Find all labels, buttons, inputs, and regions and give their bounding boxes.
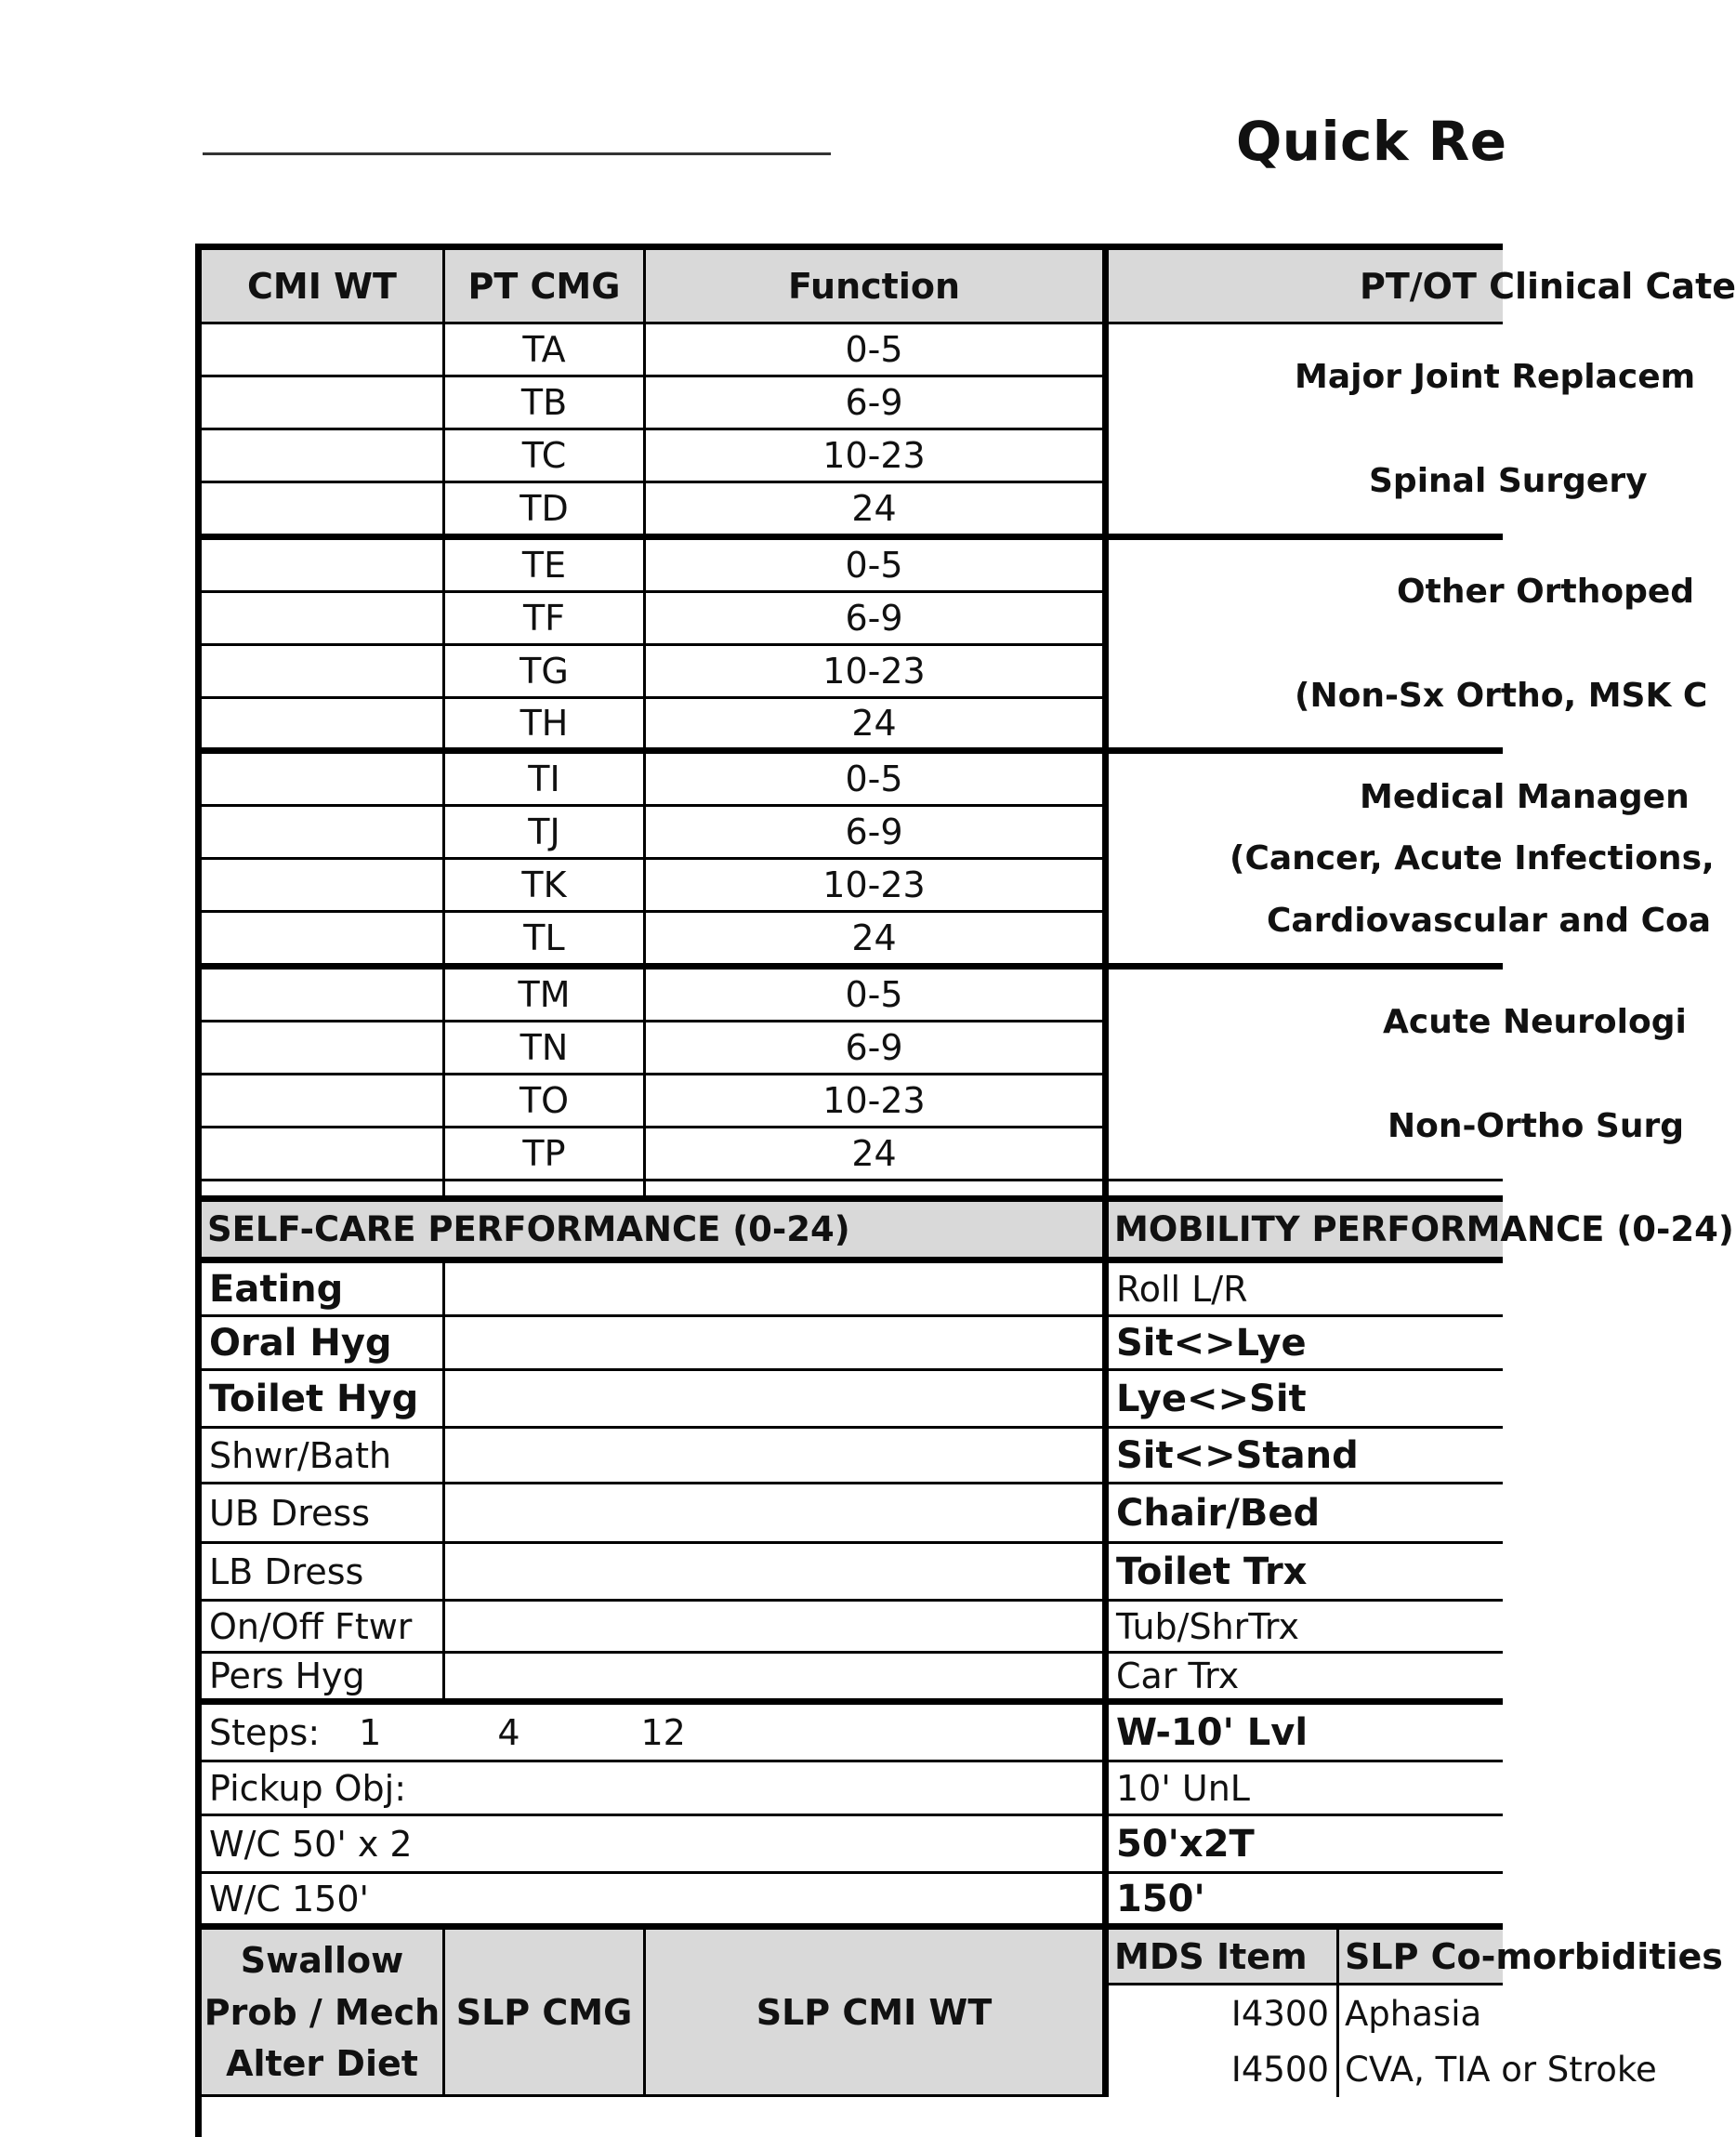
function-cell: 0-5: [646, 970, 1109, 1022]
self-care-label-shwr-bath: Shwr/Bath: [202, 1429, 445, 1484]
swallow-header-line: Alter Diet: [226, 2042, 418, 2084]
pt-cmg-cell: TJ: [445, 807, 646, 860]
mobility-label-50-x2t: 50'x2T: [1109, 1816, 1503, 1874]
header-cmi-wt: CMI WT: [202, 250, 445, 324]
cmi-wt-cell[interactable]: [202, 860, 445, 913]
slp-cmi-wt-header: SLP CMI WT: [646, 1930, 1109, 2097]
clinical-category-cell: [1109, 754, 1715, 970]
swallow-header: [202, 1930, 445, 2097]
function-cell: 6-9: [646, 807, 1109, 860]
self-care-score-field[interactable]: [445, 1263, 1109, 1317]
function-cell: 10-23: [646, 1075, 1109, 1128]
function-cell: 6-9: [646, 1022, 1109, 1075]
spacer-cell: [646, 1181, 1109, 1202]
self-care-score-field[interactable]: [445, 1317, 1109, 1371]
clinical-category-line: Spinal Surgery: [1369, 462, 1648, 501]
self-care-label-on-off-ftwr: On/Off Ftwr: [202, 1602, 445, 1654]
steps-value: 1: [359, 1711, 382, 1753]
page-title: Quick Re: [1236, 110, 1507, 173]
self-care-label-ub-dress: UB Dress: [202, 1484, 445, 1544]
pt-cmg-cell: TH: [445, 699, 646, 754]
function-cell: 24: [646, 913, 1109, 970]
swallow-header-line: Prob / Mech: [204, 1991, 441, 2033]
function-cell: 24: [646, 483, 1109, 540]
function-cell: 6-9: [646, 377, 1109, 430]
mds-code: I4500: [1109, 2041, 1339, 2097]
swallow-header-line: Swallow: [240, 1940, 404, 1982]
pt-cmg-cell: TO: [445, 1075, 646, 1128]
spacer-cell: [1109, 1181, 1503, 1202]
steps-label: Steps:: [209, 1711, 321, 1753]
pt-cmg-cell: TF: [445, 593, 646, 646]
slp-cmg-header: SLP CMG: [445, 1930, 646, 2097]
cmi-wt-cell[interactable]: [202, 754, 445, 807]
pt-cmg-cell: TP: [445, 1128, 646, 1181]
self-care-label-pers-hyg: Pers Hyg: [202, 1654, 445, 1705]
function-cell: 0-5: [646, 324, 1109, 377]
steps-row[interactable]: [202, 1705, 1109, 1762]
pt-cmg-cell: TE: [445, 540, 646, 593]
cmi-wt-cell[interactable]: [202, 913, 445, 970]
steps-value: 12: [640, 1711, 686, 1753]
clinical-category-line: Medical Managen: [1360, 777, 1690, 816]
pt-cmg-cell: TD: [445, 483, 646, 540]
cmi-wt-cell[interactable]: [202, 324, 445, 377]
mobility-label-10-unl: 10' UnL: [1109, 1762, 1503, 1816]
cmi-wt-cell[interactable]: [202, 699, 445, 754]
clinical-category-line: (Non-Sx Ortho, MSK C: [1295, 676, 1708, 715]
cmi-wt-cell[interactable]: [202, 540, 445, 593]
self-care-label-eating: Eating: [202, 1263, 445, 1317]
self-care-score-field[interactable]: [445, 1654, 1109, 1705]
pt-cmg-cell: TM: [445, 970, 646, 1022]
pt-cmg-cell: TK: [445, 860, 646, 913]
pt-cmg-cell: TG: [445, 646, 646, 699]
self-care-score-field[interactable]: [445, 1371, 1109, 1429]
header-clinical-category: PT/OT Clinical Cate: [1109, 250, 1503, 324]
self-care-label-toilet-hyg: Toilet Hyg: [202, 1371, 445, 1429]
clinical-category-line: (Cancer, Acute Infections,: [1230, 839, 1715, 877]
clinical-category-cell: [1109, 324, 1696, 540]
spacer-cell: [202, 1181, 445, 1202]
function-cell: 10-23: [646, 430, 1109, 483]
self-care-score-field[interactable]: [445, 1544, 1109, 1602]
mobility-label-tub-shr-trx: Tub/ShrTrx: [1109, 1602, 1503, 1654]
self-care-score-field[interactable]: [445, 1484, 1109, 1544]
mobility-label-lye-sit: Lye<>Sit: [1109, 1371, 1503, 1429]
mobility-label-roll: Roll L/R: [1109, 1263, 1503, 1317]
cmi-wt-cell[interactable]: [202, 1128, 445, 1181]
cmi-wt-cell[interactable]: [202, 646, 445, 699]
mobility-label-car-trx: Car Trx: [1109, 1654, 1503, 1705]
comorbid-label: Aphasia: [1345, 1993, 1482, 2034]
function-cell: 24: [646, 699, 1109, 754]
wc-150-row[interactable]: W/C 150': [202, 1874, 1109, 1930]
function-cell: 6-9: [646, 593, 1109, 646]
self-care-header: SELF-CARE PERFORMANCE (0-24): [202, 1202, 1109, 1263]
pt-cmg-cell: TC: [445, 430, 646, 483]
function-cell: 24: [646, 1128, 1109, 1181]
clinical-category-cell: [1109, 970, 1687, 1181]
comorbid-label: CVA, TIA or Stroke: [1345, 2049, 1657, 2090]
mobility-label-chair-bed: Chair/Bed: [1109, 1484, 1503, 1544]
cmi-wt-cell[interactable]: [202, 593, 445, 646]
clinical-category-line: Cardiovascular and Coa: [1267, 901, 1712, 940]
function-cell: 0-5: [646, 754, 1109, 807]
clinical-category-line: Major Joint Replacem: [1295, 357, 1696, 396]
cmi-wt-cell[interactable]: [202, 483, 445, 540]
function-cell: 10-23: [646, 646, 1109, 699]
header-function: Function: [646, 250, 1109, 324]
self-care-label-oral-hyg: Oral Hyg: [202, 1317, 445, 1371]
reference-sheet: [195, 244, 1736, 2137]
cmi-wt-cell[interactable]: [202, 1075, 445, 1128]
slp-comorbid-header: SLP Co-morbidities: [1339, 1930, 1503, 1985]
pt-cmg-cell: TN: [445, 1022, 646, 1075]
clinical-category-line: Non-Ortho Surg: [1387, 1107, 1684, 1146]
header-pt-cmg: PT CMG: [445, 250, 646, 324]
cmi-wt-cell[interactable]: [202, 1022, 445, 1075]
self-care-label-lb-dress: LB Dress: [202, 1544, 445, 1602]
pt-cmg-cell: TA: [445, 324, 646, 377]
mds-item-header: MDS Item: [1109, 1930, 1339, 1985]
mobility-label-150: 150': [1109, 1874, 1503, 1930]
spacer-cell: [445, 1181, 646, 1202]
mobility-header: MOBILITY PERFORMANCE (0-24): [1109, 1202, 1503, 1263]
cmi-wt-cell[interactable]: [202, 807, 445, 860]
wc-50-row[interactable]: W/C 50' x 2: [202, 1816, 1109, 1874]
clinical-category-line: Other Orthoped: [1397, 573, 1695, 612]
pt-cmg-cell: TL: [445, 913, 646, 970]
clinical-category-line: Acute Neurologi: [1383, 1002, 1687, 1041]
function-cell: 10-23: [646, 860, 1109, 913]
cmi-wt-cell[interactable]: [202, 970, 445, 1022]
cmi-wt-cell[interactable]: [202, 377, 445, 430]
pt-cmg-cell: TI: [445, 754, 646, 807]
mobility-label-sit-stand: Sit<>Stand: [1109, 1429, 1503, 1484]
pt-cmg-cell: TB: [445, 377, 646, 430]
self-care-score-field[interactable]: [445, 1429, 1109, 1484]
clinical-category-cell: [1109, 540, 1708, 754]
mobility-label-sit-lye: Sit<>Lye: [1109, 1317, 1503, 1371]
mobility-label-w-10-lvl: W-10' Lvl: [1109, 1705, 1503, 1762]
pickup-obj-row[interactable]: Pickup Obj:: [202, 1762, 1109, 1816]
mds-code: I4300: [1109, 1985, 1339, 2041]
mobility-label-toilet-trx: Toilet Trx: [1109, 1544, 1503, 1602]
function-cell: 0-5: [646, 540, 1109, 593]
cmi-wt-cell[interactable]: [202, 430, 445, 483]
self-care-score-field[interactable]: [445, 1602, 1109, 1654]
steps-value: 4: [497, 1711, 520, 1753]
name-line[interactable]: [203, 152, 831, 155]
